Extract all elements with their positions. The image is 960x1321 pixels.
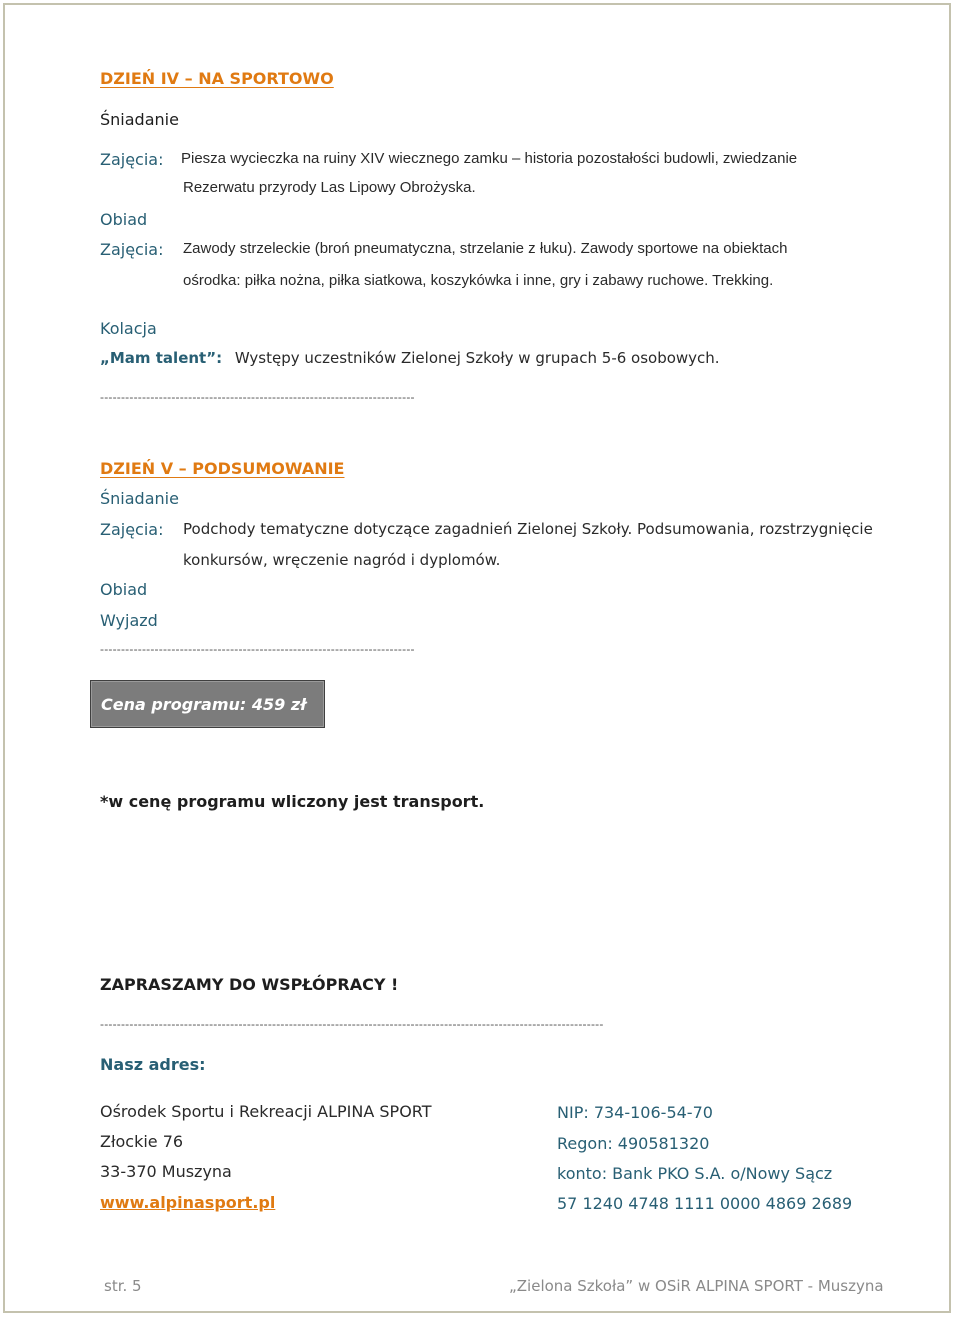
website-link[interactable]: www.alpinasport.pl: [100, 1193, 276, 1212]
regon: Regon: 490581320: [557, 1134, 710, 1153]
day4-activities2-line2: ośrodka: piłka nożna, piłka siatkowa, koszykówka i inne, gry i zabawy ruchowe. Trekking.: [183, 272, 774, 289]
day4-lunch: Obiad: [100, 210, 148, 229]
day4-activities1-line1: Piesza wycieczka na ruiny XIV wiecznego zamku – historia pozostałości budowli, zwiedzanie: [181, 150, 798, 167]
separator-1: ---------------------------------------------------------------------------: [100, 390, 415, 404]
address-heading: Nasz adres:: [100, 1055, 206, 1074]
price-label: Cena programu: 459 zł: [101, 695, 307, 714]
day4-talent-line: [100, 349, 720, 367]
footer-title: „Zielona Szkoła” w OSiR ALPINA SPORT - Muszyna: [509, 1277, 884, 1295]
day5-activities-label: Zajęcia:: [100, 520, 164, 539]
day4-breakfast: Śniadanie: [100, 110, 179, 129]
day5-activities-line2: konkursów, wręczenie nagród i dyplomów.: [183, 551, 501, 569]
day4-dinner: Kolacja: [100, 319, 157, 338]
day4-activities1-label: Zajęcia:: [100, 150, 164, 169]
address-name: Ośrodek Sportu i Rekreacji ALPINA SPORT: [100, 1102, 432, 1121]
price-note: *w cenę programu wliczony jest transport.: [100, 792, 485, 811]
day5-activities-line1: Podchody tematyczne dotyczące zagadnień Zielonej Szkoły. Podsumowania, rozstrzygnięcie: [183, 520, 873, 538]
day5-title: DZIEŃ V – PODSUMOWANIE: [100, 459, 345, 478]
separator-2: ---------------------------------------------------------------------------: [100, 642, 415, 656]
price-box: [90, 680, 325, 728]
day4-activities2-label: Zajęcia:: [100, 240, 164, 259]
day5-lunch: Obiad: [100, 580, 148, 599]
bank-account-number: 57 1240 4748 1111 0000 4869 2689: [557, 1194, 853, 1213]
day5-departure: Wyjazd: [100, 611, 158, 630]
day5-breakfast: Śniadanie: [100, 489, 179, 508]
invite-heading: ZAPRASZAMY DO WSPŁÓPRACY !: [100, 975, 399, 994]
separator-3: ------------------------------------------------------------------------------------------------------------------------: [100, 1017, 604, 1031]
address-street: Złockie 76: [100, 1132, 184, 1151]
bank-account-label: konto: Bank PKO S.A. o/Nowy Sącz: [557, 1164, 833, 1183]
day4-activities2-line1: Zawody strzeleckie (broń pneumatyczna, strzelanie z łuku). Zawody sportowe na obiektach: [183, 240, 788, 257]
talent-title: „Mam talent”:: [100, 349, 223, 367]
day4-title: DZIEŃ IV – NA SPORTOWO: [100, 69, 334, 88]
page-number: str. 5: [104, 1277, 142, 1295]
nip: NIP: 734-106-54-70: [557, 1103, 713, 1122]
address-city: 33-370 Muszyna: [100, 1162, 232, 1181]
day4-activities1-line2: Rezerwatu przyrody Las Lipowy Obrożyska.: [183, 179, 476, 196]
talent-description: Występy uczestników Zielonej Szkoły w grupach 5-6 osobowych.: [234, 349, 720, 367]
